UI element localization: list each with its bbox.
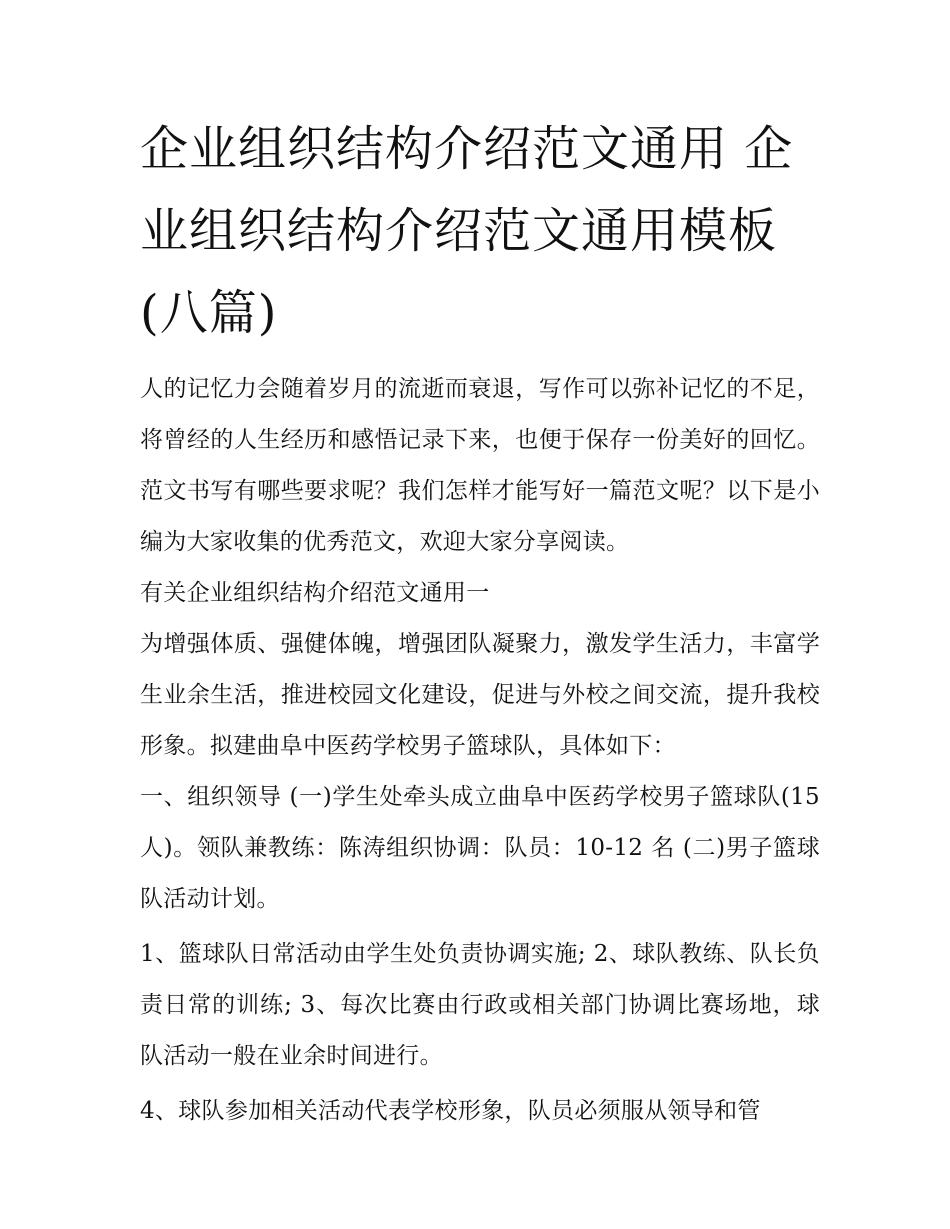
body-paragraph: 1、篮球队日常活动由学生处负责协调实施; 2、球队教练、队长负责日常的训练; 3、每次比赛由行政或相关部门协调比赛场地，球队活动一般在业余时间进行。: [140, 941, 820, 1069]
document-title: 企业组织结构介绍范文通用 企业组织结构介绍范文通用模板(八篇): [140, 121, 794, 341]
section-heading: 有关企业组织结构介绍范文通用一: [140, 580, 490, 606]
body-paragraph: 为增强体质、强健体魄，增强团队凝聚力，激发学生活力，丰富学生业余生活，推进校园文化建设，促进与外校之间交流，提升我校形象。拟建曲阜中医药学校男子篮球队，具体如下：: [140, 631, 820, 759]
body-paragraph: 一、组织领导 (一)学生处牵头成立曲阜中医药学校男子篮球队(15 人)。领队兼教练：陈涛组织协调：队员：10-12 名 (二)男子篮球队活动计划。: [140, 784, 820, 912]
body-paragraph: 4、球队参加相关活动代表学校形象，队员必须服从领导和管: [140, 1098, 761, 1124]
document-page: [140, 108, 820, 1137]
intro-paragraph: 人的记忆力会随着岁月的流逝而衰退，写作可以弥补记忆的不足，将曾经的人生经历和感悟记录下来，也便于保存一份美好的回忆。范文书写有哪些要求呢？我们怎样才能写好一篇范文呢？以下是小编为大家收集的优秀范文，欢迎大家分享阅读。: [140, 376, 820, 555]
